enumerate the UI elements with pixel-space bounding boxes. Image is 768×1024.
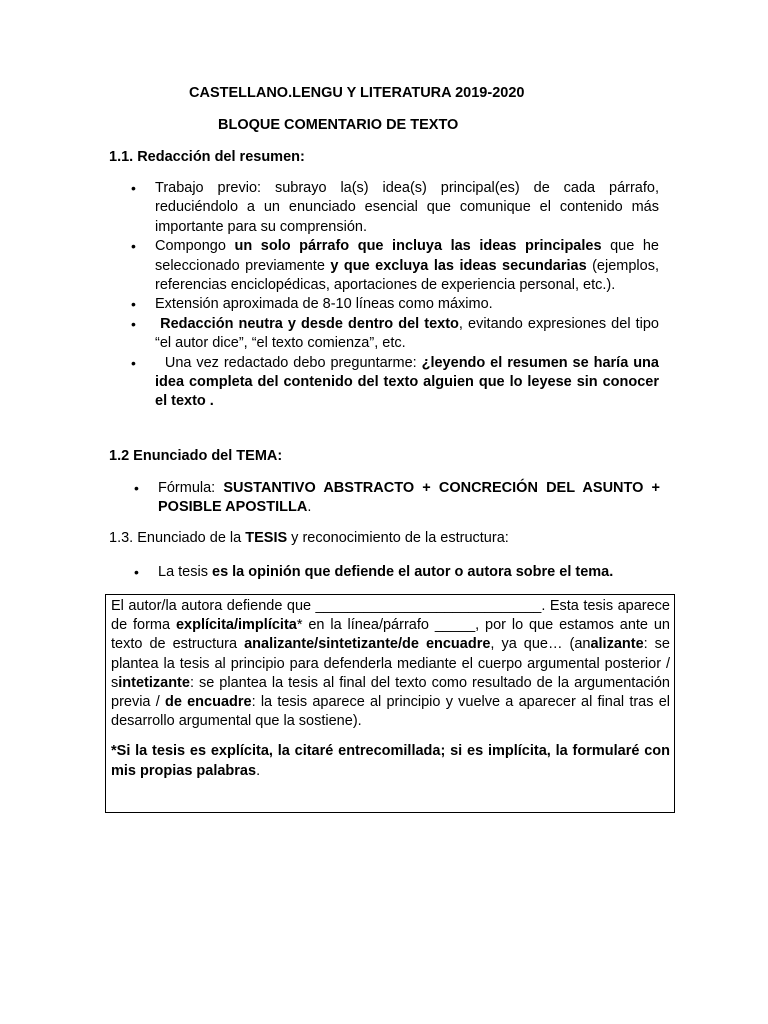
list-item: • Extensión aproximada de 8-10 líneas como máximo. (109, 295, 659, 314)
summary-list (109, 179, 659, 412)
list-item: • Fórmula: SUSTANTIVO ABSTRACTO + CONCRECIÓN DEL ASUNTO + POSIBLE APOSTILLA. (112, 479, 660, 518)
thesis-note: *Si la tesis es explícita, la citaré entrecomillada; si es implícita, la formularé con mis propias palabras. (111, 743, 670, 779)
section-heading-thesis: 1.3. Enunciado de la TESIS y reconocimiento de la estructura: (109, 530, 509, 546)
section-heading-theme: 1.2 Enunciado del TEMA: (109, 448, 283, 464)
list-item: • Compongo un solo párrafo que incluya las ideas principales que he seleccionado previamente y que excluya las ideas secundarias (ejemplos, referencias enciclopédicas, aportaciones de experiencia personal, etc.). (109, 237, 659, 295)
section-heading-summary: 1.1. Redacción del resumen: (109, 149, 305, 165)
thesis-template-box (105, 594, 675, 813)
document-subtitle: BLOQUE COMENTARIO DE TEXTO (218, 117, 459, 133)
list-item: • Trabajo previo: subrayo la(s) idea(s) principal(es) de cada párrafo, reduciéndolo a un enunciado esencial que comunique el contenido más importante para su comprensión. (109, 179, 659, 237)
list-item: • Una vez redactado debo preguntarme: ¿leyendo el resumen se haría una idea completa del contenido del texto alguien que lo leyese sin conocer el texto . (109, 354, 659, 412)
thesis-list (112, 563, 660, 582)
list-item: • La tesis es la opinión que defiende el autor o autora sobre el tema. (112, 563, 660, 582)
thesis-template-paragraph: El autor/la autora defiende que ____________________________. Esta tesis aparece de forma explícita/implícita* en la línea/párrafo _____, por lo que estamos ante un texto de estructura analizante/sintetizante/de encuadre, ya que… (analizante: se plantea la tesis al principio para defenderla mediante el cuerpo argumental posterior / sintetizante: se plantea la tesis al final del texto como resultado de la argumentación previa / de encuadre: la tesis aparece al principio y vuelve a aparecer al final tras el desarrollo argumental que la sostiene). (111, 598, 670, 730)
list-item: • Redacción neutra y desde dentro del texto, evitando expresiones del tipo “el autor dice”, “el texto comienza”, etc. (109, 315, 659, 354)
document-title: CASTELLANO.LENGU Y LITERATURA 2019-2020 (189, 85, 525, 101)
theme-list (112, 479, 660, 518)
